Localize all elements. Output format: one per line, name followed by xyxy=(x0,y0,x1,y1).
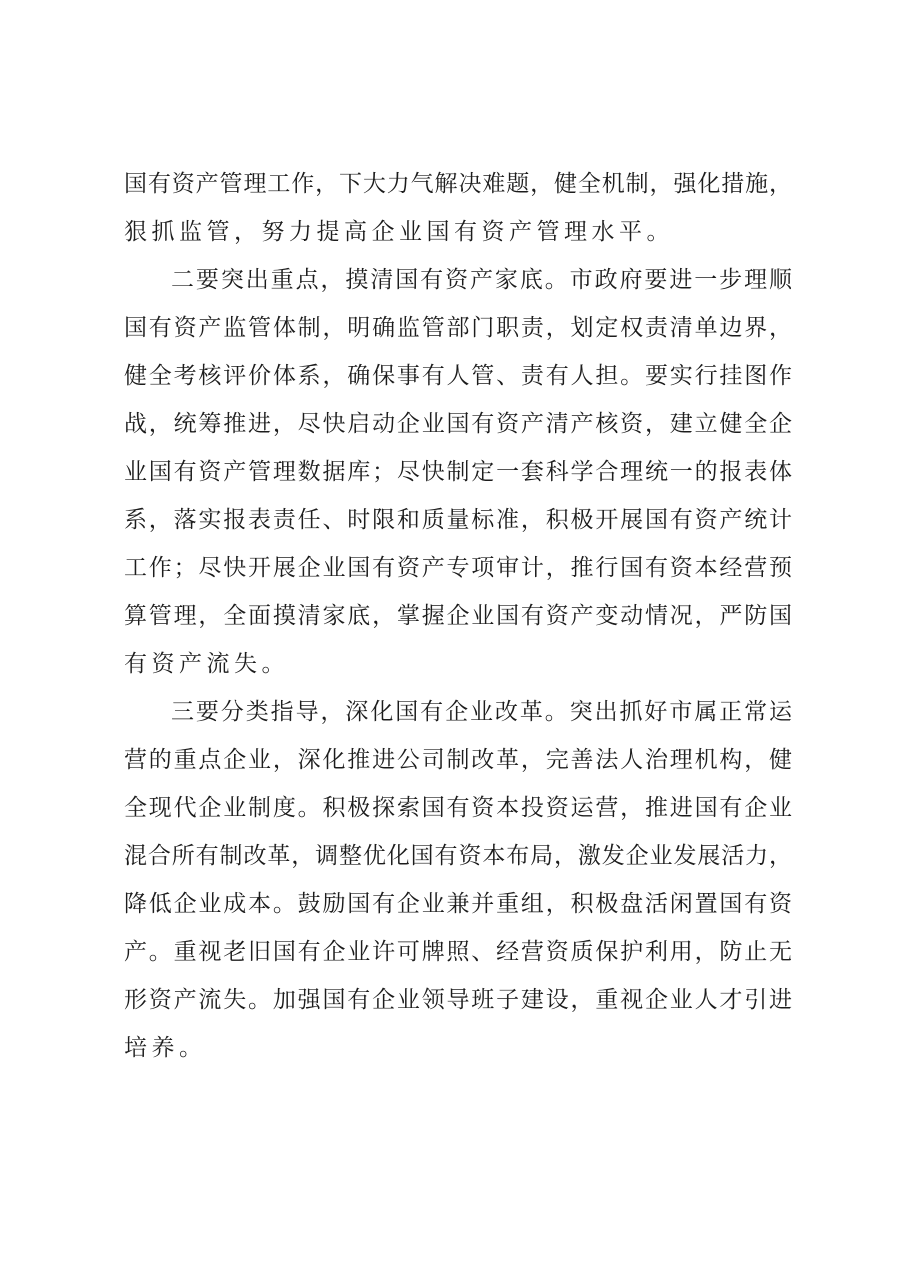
text-line: 培养。 xyxy=(124,1035,207,1061)
text-line: 形资产流失。加强国有企业领导班子建设，重视企业人才引进 xyxy=(124,987,792,1013)
paragraph-start-line: 三要分类指导，深化国有企业改革。突出抓好市属正常运 xyxy=(171,699,792,725)
text-line: 系，落实报表责任、时限和质量标准，积极开展国有资产统计 xyxy=(124,507,792,533)
text-line: 产。重视老旧国有企业许可牌照、经营资质保护利用，防止无 xyxy=(124,939,792,965)
text-line: 混合所有制改革，调整优化国有资本布局，激发企业发展活力， xyxy=(124,843,792,869)
text-line: 国有资产管理工作，下大力气解决难题，健全机制，强化措施， xyxy=(124,171,792,197)
text-line: 降低企业成本。鼓励国有企业兼并重组，积极盘活闲置国有资 xyxy=(124,891,792,917)
text-line: 国有资产监管体制，明确监管部门职责，划定权责清单边界， xyxy=(124,315,792,341)
text-line: 营的重点企业，深化推进公司制改革，完善法人治理机构，健 xyxy=(124,747,792,773)
text-line: 工作；尽快开展企业国有资产专项审计，推行国有资本经营预 xyxy=(124,555,792,581)
text-line: 全现代企业制度。积极探索国有资本投资运营，推进国有企业 xyxy=(124,795,792,821)
text-line: 狠抓监管，努力提高企业国有资产管理水平。 xyxy=(124,219,674,245)
text-line: 健全考核评价体系，确保事有人管、责有人担。要实行挂图作 xyxy=(124,363,792,389)
text-line: 有资产流失。 xyxy=(124,651,289,677)
paragraph-start-line: 二要突出重点，摸清国有资产家底。市政府要进一步理顺 xyxy=(171,267,792,293)
text-line: 战，统筹推进，尽快启动企业国有资产清产核资，建立健全企 xyxy=(124,411,792,437)
text-line: 业国有资产管理数据库；尽快制定一套科学合理统一的报表体 xyxy=(124,459,792,485)
text-line: 算管理，全面摸清家底，掌握企业国有资产变动情况，严防国 xyxy=(124,603,792,629)
